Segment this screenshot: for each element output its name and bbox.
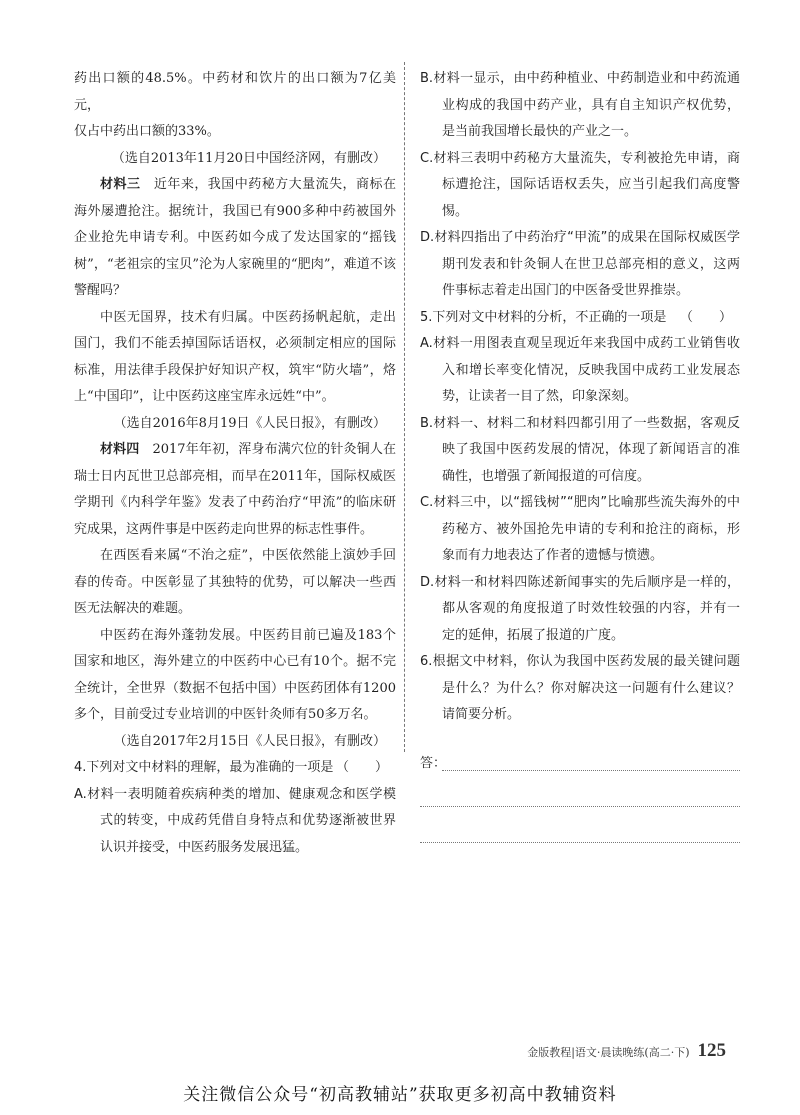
answer-blank[interactable] xyxy=(442,750,740,771)
question-4-option-a: A.材料一表明随着疾病种类的增加、健康观念和医学模式的转变，中成药凭借自身特点和优势逐渐被世界认识并接受，中医药服务发展迅猛。 xyxy=(74,786,396,855)
answer-blank[interactable] xyxy=(420,822,740,843)
book-info: 金版教程|语文·晨读晚练(高二·下) xyxy=(527,1046,690,1059)
answer-blank[interactable] xyxy=(420,786,740,807)
answer-label: 答： xyxy=(420,755,447,771)
question-5-stem xyxy=(420,305,740,332)
paragraph-continued-line2: 仅占中药出口额的33%。 xyxy=(74,124,220,139)
answer-line-1[interactable] xyxy=(420,735,740,771)
question-5-text: 5.下列对文中材料的分析，不正确的一项是 xyxy=(420,309,667,325)
right-column xyxy=(420,66,740,843)
column-divider xyxy=(404,62,405,752)
source-citation-1: （选自2013年11月20日中国经济网，有删改） xyxy=(111,150,386,166)
question-4-stem xyxy=(74,755,396,782)
answer-line-3[interactable] xyxy=(420,807,740,843)
source-citation-2: （选自2016年8月19日《人民日报》，有删改） xyxy=(113,415,386,431)
material-four-paragraph-2: 在西医看来属“不治之症”，中医依然能上演妙手回春的传奇。中医彰显了其独特的优势，可以解决一些西医无法解决的难题。 xyxy=(74,548,396,616)
material-three-title: 材料三 xyxy=(100,177,141,192)
page-footer xyxy=(527,1040,726,1062)
question-5-option-b: B.材料一、材料二和材料四都引用了一些数据，客观反映了我国中医药发展的情况，体现了新闻语言的准确性，也增强了新闻报道的可信度。 xyxy=(420,415,740,484)
answer-area xyxy=(420,735,740,843)
material-three-paragraph-1 xyxy=(74,172,396,305)
question-5-option-c: C.材料三中，以“摇钱树”“肥肉”比喻那些流失海外的中药秘方、被外国抢先申请的专利和抢注的商标，形象而有力地表达了作者的遗憾与愤懑。 xyxy=(420,495,740,563)
question-4-option-b: B.材料一显示，由中药种植业、中药制造业和中药流通业构成的我国中药产业，具有自主知识产权优势，是当前我国增长最快的产业之一。 xyxy=(420,71,740,139)
material-four-title: 材料四 xyxy=(100,442,140,457)
material-three-text-1: 近年来，我国中药秘方大量流失，商标在海外屡遭抢注。据统计，我国已有900多种中药被国外企业抢先申请专利。中医药如今成了发达国家的“摇钱树”，“老祖宗的宝贝”沦为人家碗里的“肥肉”，难道不该警醒吗？ xyxy=(74,177,396,298)
page-number: 125 xyxy=(697,1040,726,1061)
source-citation-3: （选自2017年2月15日《人民日报》，有删改） xyxy=(113,733,386,749)
paragraph-continued-line1: 药出口额的48.5%。中药材和饮片的出口额为7亿美元， xyxy=(74,71,396,113)
question-4-text: 4.下列对文中材料的理解，最为准确的一项是 xyxy=(74,760,334,775)
question-4-option-d: D.材料四指出了中药治疗“甲流”的成果在国际权威医学期刊发表和针灸铜人在世卫总部亮相的意义，这两件事标志着走出国门的中医备受世界推崇。 xyxy=(420,230,740,298)
question-5-option-a: A.材料一用图表直观呈现近年来我国中成药工业销售收入和增长率变化情况，反映我国中成药工业发展态势，让读者一目了然，印象深刻。 xyxy=(420,336,740,404)
material-four-paragraph-1 xyxy=(74,437,396,543)
question-4-option-c: C.材料三表明中药秘方大量流失，专利被抢先申请，商标遭抢注，国际话语权丢失，应当引起我们高度警惕。 xyxy=(420,150,740,219)
question-5-option-d: D.材料一和材料四陈述新闻事实的先后顺序是一样的，都从客观的角度报道了时效性较强的内容，并有一定的延伸，拓展了报道的广度。 xyxy=(420,574,740,643)
answer-line-2[interactable] xyxy=(420,771,740,807)
question-5-answer-paren: （ ） xyxy=(679,309,732,325)
question-4-answer-paren: （ ） xyxy=(335,760,388,775)
material-four-paragraph-3: 中医药在海外蓬勃发展。中医药目前已遍及183个国家和地区，海外建立的中医药中心已有10个。据不完全统计，全世界（数据不包括中国）中医药团体有1200多个，目前受过专业培训的中医针灸师有50多万名。 xyxy=(74,627,396,722)
left-column xyxy=(74,66,396,861)
material-four-text-1: 2017年年初，浑身布满穴位的针灸铜人在瑞士日内瓦世卫总部亮相，而早在2011年，国际权威医学期刊《内科学年鉴》发表了中药治疗“甲流”的临床研究成果，这两件事是中医药走向世界的标志性事件。 xyxy=(74,442,396,537)
material-three-paragraph-2: 中医无国界，技术有归属。中医药扬帆起航，走出国门，我们不能丢掉国际话语权，必须制定相应的国际标准，用法律手段保护好知识产权，筑牢“防火墙”，烙上“中国印”，让中医药这座宝库永远姓“中”。 xyxy=(74,309,396,404)
promo-banner: 关注微信公众号“初高教辅站”获取更多初高中教辅资料 xyxy=(183,1085,617,1105)
question-6-stem: 6.根据文中材料，你认为我国中医药发展的最关键问题是什么？为什么？你对解决这一问题有什么建议？请简要分析。 xyxy=(420,654,740,722)
